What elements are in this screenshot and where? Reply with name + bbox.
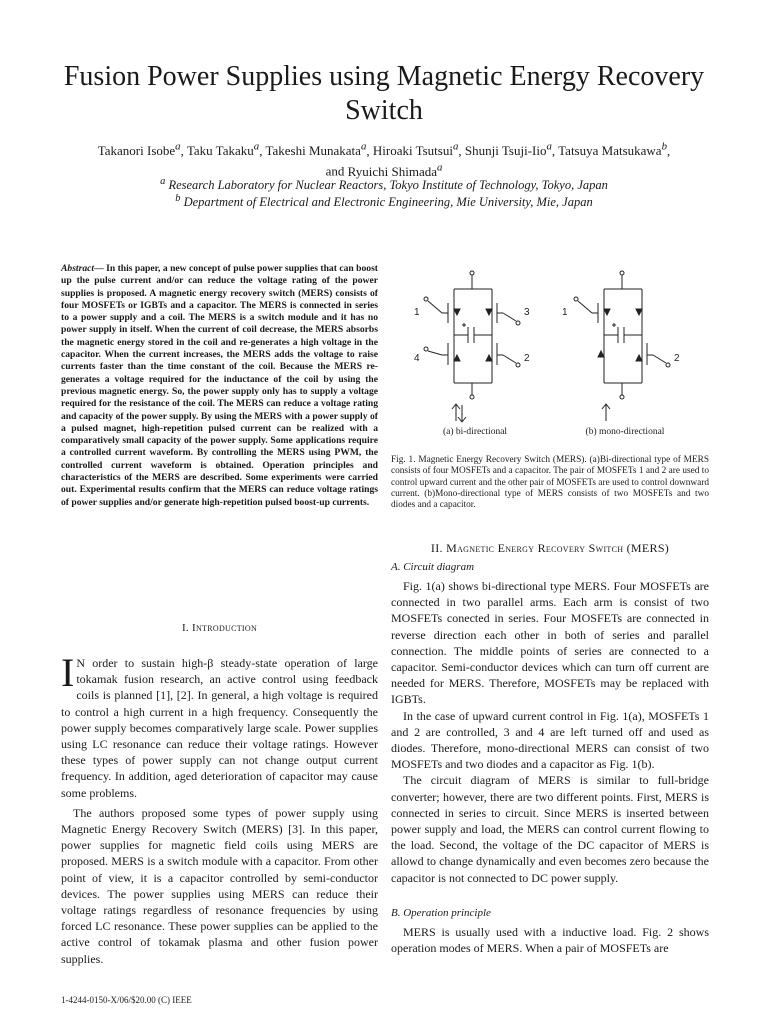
copyright-footer: 1-4244-0150-X/06/$20.00 (C) IEEE: [61, 995, 192, 1005]
author-name: Takeshi Munakata$^a$: [265, 141, 367, 159]
author-affiliation-mark: a: [360, 141, 367, 153]
subsection-heading-operation-principle: B. Operation principle: [391, 907, 491, 919]
intro-paragraph-1-text: N order to sustain high-β steady-state operation of large tokamak fusion research, an active control using feedback coils is planned [1], [2]. In general, a high voltage is required to control a high current in a high frequency. Consequently the power supply becomes comparatively large scale. Power supplies using LC resonance can reduce their voltage ratings. However these types of power supply can not change output current frequency. In addition, aged deterioration of capacitor may cause some problems.: [61, 656, 378, 800]
author-affiliation-mark: a: [253, 141, 260, 153]
fig-a-label-1: 1: [414, 307, 420, 318]
operation-principle-body: [391, 924, 709, 956]
figure-sublabel-b: (b) mono-directional: [585, 427, 665, 437]
section-title: Introduction: [192, 622, 258, 634]
author-list: Takanori Isobe$^a$, Taku Takaku$^a$, Takeshi Munakata$^a$, Hiroaki Tsutsui$^a$, Shunji Tsuji-Iio$^a$, Tatsuya Matsukawa$^b$, and Ryuichi Shimada$^a$: [97, 141, 671, 179]
bi-directional-circuit: [424, 271, 520, 422]
drop-cap: I: [61, 650, 75, 695]
fig-a-label-3: 3: [524, 307, 530, 318]
affiliation-a-text: Research Laboratory for Nuclear Reactors, Tokyo Institute of Technology, Tokyo, Japan: [168, 178, 608, 193]
figure-caption: Fig. 1. Magnetic Energy Recovery Switch (MERS). (a)Bi-directional type of MERS consists of four MOSFETs and a capacitor. The pair of MOSFETs 1 and 2 are used to control upward current and the other pair of MOSFETs are used to control downward current. (b)Mono-directional type of MERS consists of two MOSFETs and two diodes and a capacitor.: [391, 455, 709, 511]
fig-a-label-2: 2: [524, 353, 530, 364]
author-affiliation-mark: b: [661, 141, 667, 153]
affiliation-b-mark: b: [175, 193, 181, 204]
author-affiliation-mark: a: [437, 161, 443, 174]
author-affiliation-mark: a: [546, 141, 552, 153]
author-name: Takanori Isobe$^a$: [97, 141, 181, 159]
intro-paragraph-1: [61, 650, 378, 801]
affiliation-b: [40, 193, 728, 210]
mers-circuit-figure: [400, 265, 708, 425]
author-affiliation-mark: a: [452, 141, 459, 153]
section-heading-mers: [391, 541, 709, 556]
abstract-text: — In this paper, a new concept of pulse power supplies that can boost up the pulse current and/or can reduce the voltage rating of the power supplies is proposed. A magnetic energy recovery switch (MERS) consists of four MOSFETs or IGBTs and a capacitor. The MERS is connected in series to a power supply and a coil. The MERS is a switch module and it has no power supply in itself. When the current of coil decrease, the MERS absorbs the magnetic energy stored in the coil and re-generates a high voltage in the capacitor. When the current increases, the MERS adds the voltage to raise currents faster than the time constant of the coil. Because the MERS re-generates a voltage required for the inductance of the coil by using the previous magnetic energy. So, the power supply only has to supply a voltage required for the resistance of the coil. The MERS can reduce a voltage rating and capacity of the power supply. By using the MERS with a power supply of a pulsed magnet, high-repetition pulsed current can be realized with a comparatively small capacity of the power supply. Some applications require a controlled current waveform. By controlling the MERS using PWM, the controlled current waveform is obtained. Operation principles and characteristics of the MERS are described. Some experiments were carried out. Experimental results confirm that the MERS can reduce voltage ratings of power supplies and/or generate high-repetition pulsed boost-up currents.: [61, 263, 378, 508]
intro-paragraph-2: The authors proposed some types of power supply using Magnetic Energy Recovery Switch (MERS) [3]. In this paper, power supplies for magnetic field coils using MERS are proposed. MERS is a switch module with a capacitor. From other point of view, it is a capacitor controlled by semi-conductor devices. The power supplies using MERS can reduce their voltage ratings regardless of resonance frequencies by using forced LC resonance. These power supplies can be applied to the active control of tokamak plasma and other fusion power supplies.: [61, 805, 378, 966]
mers-paragraph-1: Fig. 1(a) shows bi-directional type MERS. Four MOSFETs are connected in two parallel arms. Each arm is consist of two MOSFETs conected in series. Four MOSFETs are connected in reverse direction each other in both of series and parallel connection. The middle points of series are connected to a capacitor. Semi-conductor devices which can turn off current are needed for MERS. Therefore, MOSFETs may be replaced with IGBTs.: [391, 579, 709, 707]
subsection-heading-circuit-diagram: A. Circuit diagram: [391, 561, 475, 573]
affiliation-a-mark: a: [160, 176, 166, 187]
fig-b-label-2: 2: [674, 353, 680, 364]
section-number: II.: [430, 541, 443, 555]
section-title: Magnetic Energy Recovery Switch (MERS): [446, 541, 670, 555]
introduction-body: [61, 650, 378, 967]
author-name: Shunji Tsuji-Iio$^a$: [464, 141, 552, 159]
mers-paragraph-2: In the case of upward current control in Fig. 1(a), MOSFETs 1 and 2 are controlled, 3 and 4 are left turned off and used as diodes. Therefore, mono-directional MERS can consist of two MOSFETs and two diodes and a capacitor as Fig. 1(b).: [391, 708, 709, 772]
author-affiliation-mark: a: [175, 141, 181, 153]
mono-directional-circuit: [574, 271, 670, 421]
section-heading-introduction: [61, 622, 378, 634]
affiliation-b-text: Department of Electrical and Electronic Engineering, Mie University, Mie, Japan: [183, 195, 593, 210]
fig-b-label-1: 1: [562, 307, 568, 318]
mers-paragraph-4: MERS is usually used with a inductive load. Fig. 2 shows operation modes of MERS. When a pair of MOSFETs are: [391, 925, 709, 956]
abstract: [61, 263, 378, 509]
fig-a-label-4: 4: [414, 353, 420, 364]
affiliation-a: [40, 176, 728, 193]
section-number: I.: [181, 622, 189, 634]
author-name: Ryuichi Shimada$^a$: [347, 161, 443, 179]
abstract-label: Abstract: [61, 263, 95, 274]
author-name: Tatsuya Matsukawa$^b$: [558, 141, 667, 159]
mers-paragraph-3: The circuit diagram of MERS is similar to full-bridge converter; however, there are two different points. First, MERS is connected in series to circuit. Since MERS is inserted between power supply and load, the MERS can control current flowing to the load. Second, the voltage of the DC capacitor of MERS is allowd to change dynamically and even becomes zero because the capacitor is not connected to DC power supply.: [391, 773, 709, 885]
author-name: Hiroaki Tsutsui$^a$: [372, 141, 459, 159]
circuit-diagram-body: [391, 578, 709, 886]
paper-title: Fusion Power Supplies using Magnetic Energy Recovery Switch: [63, 61, 705, 126]
figure-sublabel-a: (a) bi-directional: [442, 427, 508, 437]
author-name: Taku Takaku$^a$: [186, 141, 260, 159]
